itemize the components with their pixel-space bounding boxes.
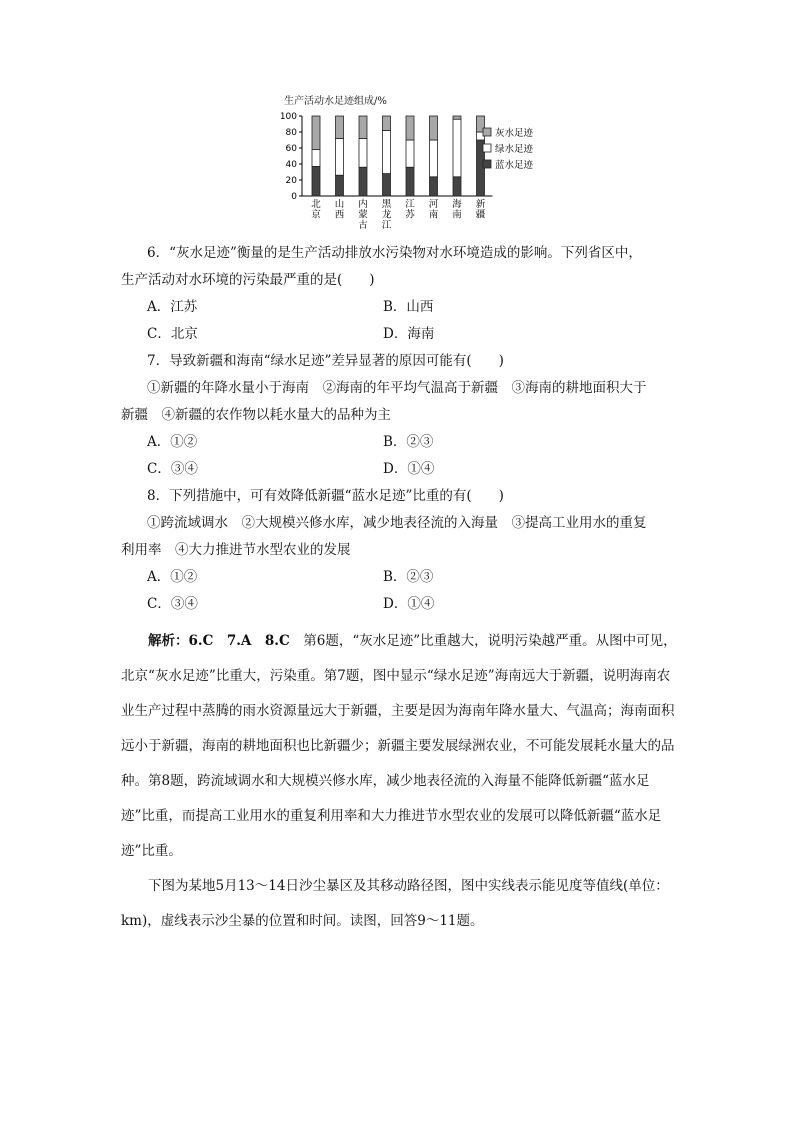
q7-options-row2 [121,456,681,483]
x-tick-label: 苏 [405,209,415,221]
x-tick-label: 蒙 [358,209,368,221]
bar-segment [406,140,414,167]
legend-swatch [483,128,491,136]
chart-title: 生产活动水足迹组成/% [284,96,387,107]
q8-options-row2 [121,591,681,618]
x-tick-label: 山 [334,199,345,210]
stacked-bar-chart [268,104,558,232]
q8-stem-line3: 利用率 ④大力推进节水型农业的发展 [121,542,351,558]
bar-segment [359,116,367,138]
x-tick-label: 龙 [381,209,392,221]
bar-segment [430,140,438,177]
legend-label: 蓝水足迹 [495,160,534,171]
bar-segment [453,119,461,177]
bar-segment [430,116,438,140]
bar-segment [383,116,391,130]
y-tick-label: 80 [285,128,297,138]
bar-segment [336,175,344,196]
x-tick-label: 河 [428,199,439,210]
bar-segment [406,116,414,140]
next-section-intro: 下图为某地5月13～14日沙尘暴区及其移动路径图，图中实线表示能见度等值线(单位：km)，虚线表示沙尘暴的位置和时间。读图，回答9～11题。 [121,878,669,929]
bar-segment [312,116,320,150]
q8-option-b: B．②③ [383,569,434,585]
y-tick-label: 60 [285,144,297,154]
q7-option-a: A．①② [147,434,198,450]
q6-option-a: A．江苏 [147,299,198,315]
q7-option-b: B．②③ [383,434,434,450]
q8-option-a: A．①② [147,569,198,585]
q6-stem-line1: 6．“灰水足迹”衡量的是生产活动排放水污染物对水环境造成的影响。下列省区中， [147,245,642,261]
q8-option-d: D．①④ [383,596,435,612]
y-tick-label: 20 [285,176,297,186]
q6-options-row2 [121,321,681,348]
solution-label: 解析： [148,633,189,649]
q7-stem-line1: 7．导致新疆和海南“绿水足迹”差异显著的原因可能有( ) [147,353,504,369]
q8-stem-line1: 8．下列措施中，可有效降低新疆“蓝水足迹”比重的有( ) [147,488,504,504]
q6-option-c: C．北京 [147,326,198,342]
q6-stem-line2: 生产活动对水环境的污染最严重的是( ) [121,272,375,288]
x-tick-label: 北 [311,199,321,210]
bar-segment [453,116,461,119]
bar-segment [312,150,320,167]
x-tick-label: 南 [452,209,462,221]
x-tick-label: 西 [334,209,345,221]
x-tick-label: 新 [475,199,486,210]
bar-segment [336,116,344,138]
y-tick-label: 100 [279,112,297,122]
legend-label: 灰水足迹 [495,128,534,139]
q8-stem-line2: ①跨流域调水 ②大规模兴修水库，减少地表径流的入海量 ③提高工业用水的重复 [147,515,647,531]
q7-option-c: C．③④ [147,461,198,477]
bar-segment [383,174,391,196]
bar-segment [336,138,344,175]
bar-segment [453,177,461,196]
bar-segment [430,177,438,196]
legend-swatch [483,144,491,152]
q7-stem-line2: ①新疆的年降水量小于海南 ②海南的年平均气温高于新疆 ③海南的耕地面积大于 [147,380,647,396]
q7-options-row1 [121,429,681,456]
q6-option-b: B．山西 [383,299,434,315]
bar-segment [359,138,367,167]
solution-answers: 6.C 7.A 8.C [188,633,290,649]
solution-body: 第6题，“灰水足迹”比重越大，说明污染越严重。从图中可见，北京“灰水足迹”比重大，污染重。第7题，图中显示“绿水足迹”海南远大于新疆，说明海南农业生产过程中蒸腾的雨水资源量远大于新疆，主要是因为海南年降水量大、气温高；海南面积远小于新疆，海南的耕地面积也比新疆少；新疆主要发展绿洲农业，不可能发展耗水量大的品种。第8题，跨流域调水和大规模兴修水库，减少地表径流的入海量不能降低新疆“蓝水足迹”比重，而提高工业用水的重复利用率和大力推进节水型农业的发展可以降低新疆“蓝水足迹”比重。 [121,633,677,859]
y-tick-label: 0 [291,192,297,202]
bar-segment [383,130,391,173]
bar-segment [359,167,367,196]
q7-option-d: D．①④ [383,461,435,477]
y-tick-label: 40 [285,160,297,170]
x-tick-label: 京 [311,209,321,221]
q7-stem-line3: 新疆 ④新疆的农作物以耗水量大的品种为主 [121,407,391,423]
bar-segment [312,166,320,196]
x-tick-label: 江 [381,220,392,231]
water-footprint-chart [268,92,558,232]
q6-options-row1 [121,294,681,321]
legend-label: 绿水足迹 [495,144,534,155]
x-tick-label: 古 [358,220,368,231]
solution-paragraph [121,624,681,869]
q8-options-row1 [121,564,681,591]
bar-segment [406,167,414,196]
x-tick-label: 海 [452,199,462,210]
question-content [121,240,681,939]
legend-swatch [483,160,491,168]
x-tick-label: 黑 [381,199,392,210]
q8-option-c: C．③④ [147,596,198,612]
x-tick-label: 内 [358,199,368,210]
x-tick-label: 疆 [475,209,486,221]
q6-option-d: D．海南 [383,326,435,342]
x-tick-label: 南 [428,209,439,221]
x-tick-label: 江 [405,199,415,210]
